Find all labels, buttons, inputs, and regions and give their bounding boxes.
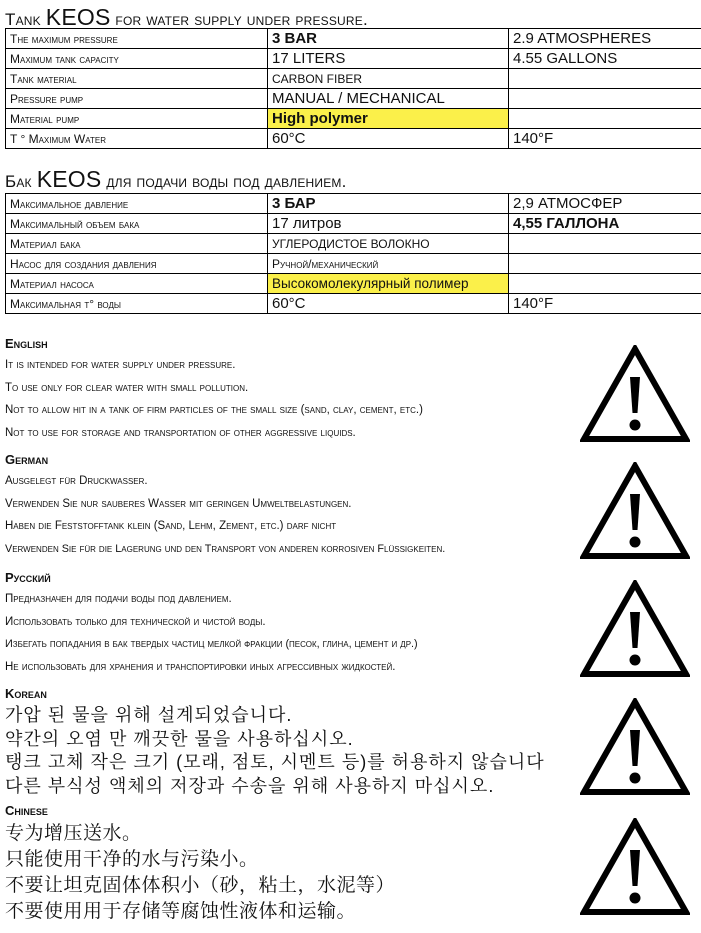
spec-label: T ° Maximum Water <box>6 129 268 149</box>
spec-row-pressure <box>6 29 701 49</box>
title-suffix: for water supply under pressure. <box>110 10 368 29</box>
instruction-line: 약간의 오염 만 깨끗한 물을 사용하십시오. <box>5 728 354 749</box>
warning-triangle-icon <box>580 698 690 796</box>
section-english <box>5 334 580 444</box>
warning-triangle-icon <box>580 818 690 916</box>
instruction-line: 가압 된 물을 위해 설계되었습니다. <box>5 705 293 725</box>
spec-alt-value <box>509 234 701 254</box>
spec-value: УГЛЕРОДИСТОЕ ВОЛОКНО <box>268 234 509 254</box>
spec-value: 3 BAR <box>268 29 509 49</box>
english-spec-table <box>5 28 701 149</box>
section-russian <box>5 568 580 678</box>
section-chinese <box>5 801 580 925</box>
instruction-line: Ausgelegt für Druckwasser. <box>5 475 148 487</box>
spec-alt-value: 4.55 GALLONS <box>509 49 701 69</box>
instruction-line: Verwenden Sie nur sauberes Wasser mit geringen Umweltbelastungen. <box>5 497 352 510</box>
spec-label: Материал насоса <box>6 274 268 294</box>
spec-row-max-water-temp <box>6 294 701 314</box>
spec-value: 3 БАР <box>268 194 509 214</box>
spec-alt-value <box>509 69 701 89</box>
instruction-line: Not to allow hit in a tank of firm particles of the small size (sand, clay, cement, etc.) <box>5 404 423 416</box>
spec-label: Максимальная т° воды <box>6 294 268 314</box>
spec-value: CARBON FIBER <box>268 69 509 89</box>
spec-row-pressure-pump <box>6 89 701 109</box>
spec-label: Material pump <box>6 109 268 129</box>
spec-alt-value: 140°F <box>509 129 701 149</box>
spec-alt-value: 2.9 ATMOSPHERES <box>509 29 701 49</box>
warning-triangle-icon <box>580 462 690 560</box>
spec-row-capacity <box>6 214 701 234</box>
section-heading: English <box>5 336 48 351</box>
warning-triangle-icon <box>580 580 690 678</box>
spec-value: 60°C <box>268 129 509 149</box>
section-heading: Korean <box>5 686 47 701</box>
spec-value-highlighted: High polymer <box>268 109 509 129</box>
instruction-line: Verwenden Sie für die Lagerung und den Transport von anderen korrosiven Flüssigkeiten. <box>5 542 446 555</box>
title-suffix: для подачи воды под давлением. <box>101 172 347 191</box>
spec-label: Максимальное давление <box>6 194 268 214</box>
instruction-line: To use only for clear water with small pollution. <box>5 381 249 394</box>
instruction-line: Haben die Feststofftank klein (Sand, Lehm, Zement, etc.) darf nicht <box>5 520 337 532</box>
spec-label: Tank material <box>6 69 268 89</box>
section-korean <box>5 684 580 798</box>
spec-value-highlighted: Высокомолекулярный полимер <box>268 274 509 294</box>
instruction-line: 专为增压送水。 <box>5 823 142 844</box>
spec-alt-value: 2,9 АТМОСФЕР <box>509 194 701 214</box>
spec-value: MANUAL / MECHANICAL <box>268 89 509 109</box>
warning-triangle-icon <box>580 345 690 443</box>
spec-label: Maximum tank capacity <box>6 49 268 69</box>
spec-alt-value <box>509 274 701 294</box>
section-heading: Русский <box>5 570 51 585</box>
spec-row-max-water-temp <box>6 129 701 149</box>
instruction-line: Избегать попадания в бак твердых частиц мелкой фракции (песок, глина, цемент и др.) <box>5 638 418 650</box>
instruction-line: 不要使用用于存储等腐蚀性液体和运输。 <box>5 901 357 922</box>
russian-spec-title <box>5 166 347 193</box>
spec-label: The maximum pressure <box>6 29 268 49</box>
spec-row-tank-material <box>6 69 701 89</box>
instruction-line: 탱크 고체 작은 크기 (모래, 점토, 시멘트 등)를 허용하지 않습니다 <box>5 752 545 772</box>
spec-row-pressure-pump <box>6 254 701 274</box>
spec-label: Насос для создания давления <box>6 254 268 274</box>
spec-label: Максимальный объем бака <box>6 214 268 234</box>
spec-label: Материал бака <box>6 234 268 254</box>
instruction-line: Использовать только для технической и чистой воды. <box>5 615 266 628</box>
brand-name: KEOS <box>45 4 111 30</box>
spec-alt-value <box>509 254 701 274</box>
spec-row-capacity <box>6 49 701 69</box>
section-heading: German <box>5 452 49 467</box>
spec-alt-value <box>509 89 701 109</box>
spec-row-pump-material <box>6 109 701 129</box>
instruction-line: Не использовать для хранения и транспортировки иных агрессивных жидкостей. <box>5 660 396 673</box>
spec-row-pressure <box>6 194 701 214</box>
instruction-line: Not to use for storage and transportation of other aggressive liquids. <box>5 426 356 439</box>
instruction-line: It is intended for water supply under pressure. <box>5 359 236 371</box>
spec-label: Pressure pump <box>6 89 268 109</box>
spec-row-pump-material <box>6 274 701 294</box>
spec-row-tank-material <box>6 234 701 254</box>
spec-alt-value: 4,55 ГАЛЛОНА <box>509 214 701 234</box>
spec-value: 60°C <box>268 294 509 314</box>
instruction-line: 不要让坦克固体体积小（砂，粘土，水泥等） <box>5 875 396 896</box>
spec-value: 17 литров <box>268 214 509 234</box>
section-heading: Chinese <box>5 803 48 818</box>
title-prefix: Бак <box>5 172 37 191</box>
brand-name: KEOS <box>36 166 102 192</box>
russian-spec-table <box>5 193 701 314</box>
spec-alt-value <box>509 109 701 129</box>
instruction-line: Предназначен для подачи воды под давлением. <box>5 593 232 605</box>
spec-value: Ручной/механический <box>268 254 509 274</box>
spec-alt-value: 140°F <box>509 294 701 314</box>
spec-value: 17 LITERS <box>268 49 509 69</box>
instruction-line: 只能使用干净的水与污染小。 <box>5 849 259 870</box>
instruction-line: 다른 부식성 액체의 저장과 수송을 위해 사용하지 마십시오. <box>5 775 495 796</box>
title-prefix: Tank <box>5 10 46 29</box>
english-spec-title <box>5 4 368 31</box>
section-german <box>5 450 580 560</box>
